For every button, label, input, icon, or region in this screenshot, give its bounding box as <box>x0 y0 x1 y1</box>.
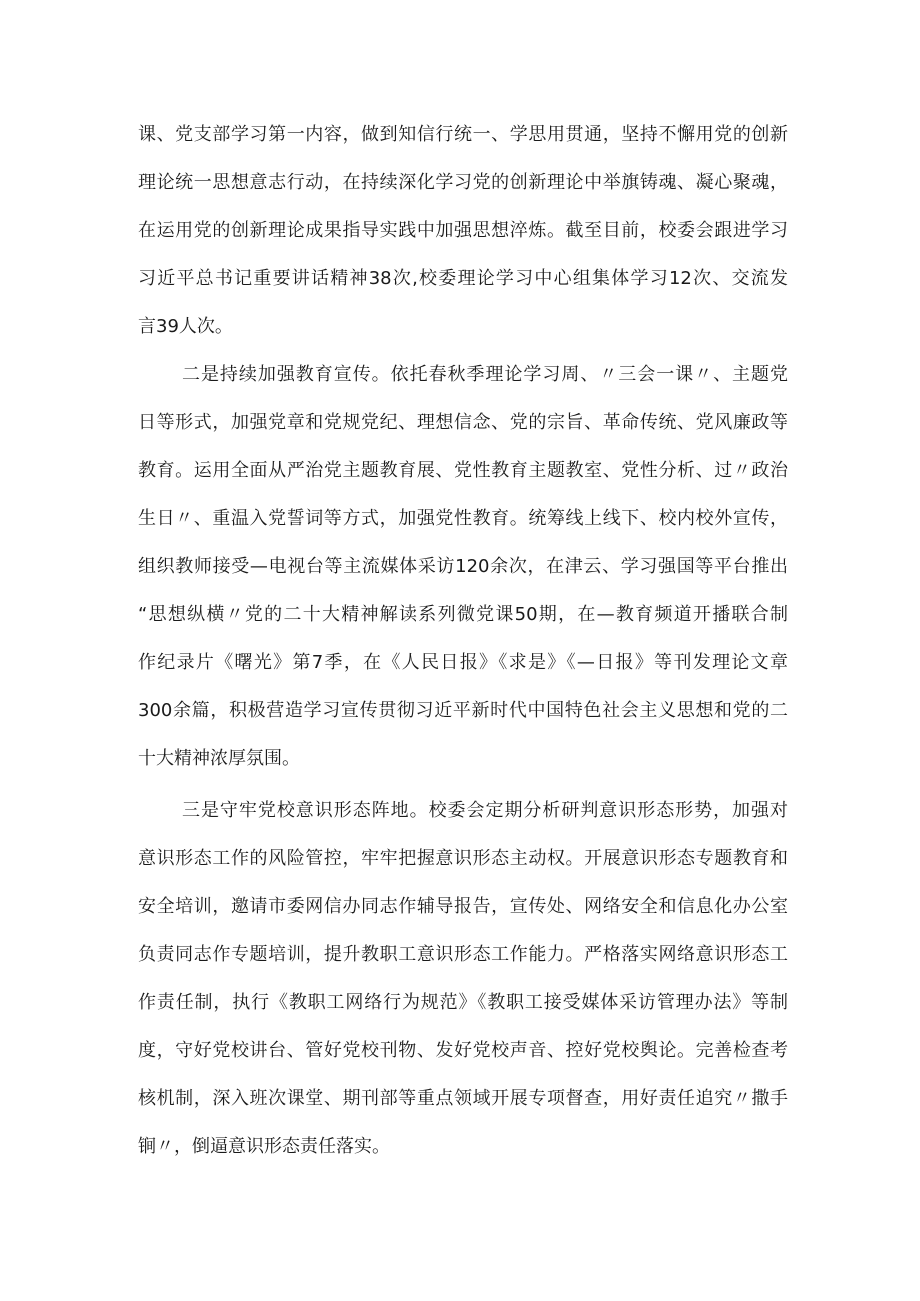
paragraph-line: 负责同志作专题培训，提升教职工意识形态工作能力。严格落实网络意识形态工 <box>138 944 788 965</box>
paragraph-line: 言39人次。 <box>138 316 233 337</box>
paragraph-line: 300余篇，积极营造学习宣传贯彻习近平新时代中国特色社会主义思想和党的二 <box>138 700 788 721</box>
paragraph-line: 意识形态工作的风险管控，牢牢把握意识形态主动权。开展意识形态专题教育和 <box>138 848 788 869</box>
paragraph-line: 核机制，深入班次课堂、期刊部等重点领域开展专项督查，用好责任追究〃撒手 <box>138 1088 788 1109</box>
paragraph-line: 教育。运用全面从严治党主题教育展、党性教育主题教室、党性分析、过〃政治 <box>138 460 788 481</box>
paragraph-line: 安全培训，邀请市委网信办同志作辅导报告，宣传处、网络安全和信息化办公室 <box>138 896 788 917</box>
paragraph-line: 日等形式，加强党章和党规党纪、理想信念、党的宗旨、革命传统、党风廉政等 <box>138 412 788 433</box>
paragraph-line: 组织教师接受—电视台等主流媒体采访120余次，在津云、学习强国等平台推出 <box>138 556 788 577</box>
paragraph-line: “思想纵横〃党的二十大精神解读系列微党课50期，在—教育频道开播联合制 <box>138 604 788 625</box>
paragraph-line: 理论统一思想意志行动，在持续深化学习党的创新理论中举旗铸魂、凝心聚魂， <box>138 172 788 193</box>
paragraph-line: 作纪录片《曙光》第7季，在《人民日报》《求是》《—日报》等刊发理论文章 <box>138 652 788 673</box>
paragraph-line: 在运用党的创新理论成果指导实践中加强思想淬炼。截至目前，校委会跟进学习 <box>138 220 788 241</box>
paragraph-line: 课、党支部学习第一内容，做到知信行统一、学思用贯通，坚持不懈用党的创新 <box>138 124 788 145</box>
paragraph-line: 生日〃、重温入党誓词等方式，加强党性教育。统筹线上线下、校内校外宣传， <box>138 508 788 529</box>
paragraph-line: 十大精神浓厚氛围。 <box>138 748 300 769</box>
paragraph-line: 作责任制，执行《教职工网络行为规范》《教职工接受媒体采访管理办法》等制 <box>138 992 788 1013</box>
paragraph-line: 习近平总书记重要讲话精神38次,校委理论学习中心组集体学习12次、交流发 <box>138 268 788 289</box>
paragraph-line: 二是持续加强教育宣传。依托春秋季理论学习周、〃三会一课〃、主题党 <box>182 364 788 385</box>
paragraph-line: 度，守好党校讲台、管好党校刊物、发好党校声音、控好党校舆论。完善检查考 <box>138 1040 788 1061</box>
paragraph-line: 三是守牢党校意识形态阵地。校委会定期分析研判意识形态形势，加强对 <box>182 800 788 821</box>
paragraph-line: 锏〃，倒逼意识形态责任落实。 <box>138 1136 390 1157</box>
